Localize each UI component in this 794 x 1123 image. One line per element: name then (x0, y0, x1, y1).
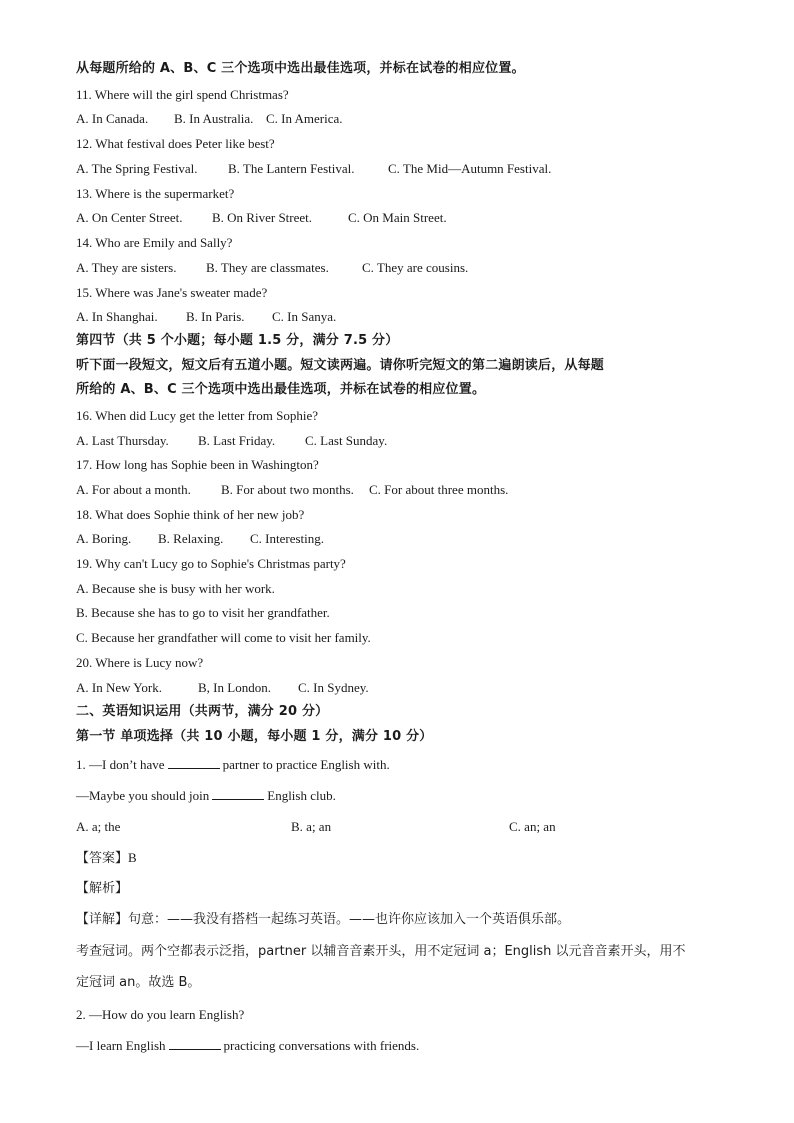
question-20-options (76, 679, 369, 697)
part2-title: 二、英语知识运用（共两节，满分 20 分） (76, 704, 329, 719)
option-a: A. The Spring Festival. (76, 161, 198, 176)
option-c: C. For about three months. (369, 482, 509, 497)
answer-tag: 【答案】 (76, 851, 129, 866)
option-b: B. They are classmates. (206, 260, 329, 275)
blank-line (168, 756, 220, 769)
question-19: 19. Why can't Lucy go to Sophie's Christmas party? (76, 556, 346, 571)
option-b: B. Because she has to go to visit her grandfather. (76, 605, 330, 620)
option-b: B. In Australia. (174, 111, 254, 126)
text: 1. —I don’t have (76, 757, 165, 772)
question-16-options (76, 432, 387, 450)
question-13: 13. Where is the supermarket? (76, 186, 235, 201)
option-b: B. For about two months. (221, 482, 354, 497)
option-c: C. Last Sunday. (305, 433, 388, 448)
option-b: B. The Lantern Festival. (228, 161, 355, 176)
section4-title: 第四节（共 5 个小题；每小题 1.5 分，满分 7.5 分） (76, 333, 399, 348)
option-c: C. In Sanya. (272, 309, 337, 324)
blank-line (212, 787, 264, 800)
section1-title: 第一节 单项选择（共 10 小题，每小题 1 分，满分 10 分） (76, 729, 433, 744)
grammar-question-1-options (76, 818, 556, 836)
option-c: C. Because her grandfather will come to visit her family. (76, 630, 371, 645)
option-c: C. an; an (509, 819, 556, 834)
grammar-question-1-line1 (76, 756, 390, 774)
question-20: 20. Where is Lucy now? (76, 655, 204, 670)
explanation-line-2: 定冠词 an。故选 B。 (76, 975, 201, 990)
grammar-question-2-line2 (76, 1037, 419, 1055)
option-c: C. Interesting. (250, 531, 325, 546)
question-14: 14. Who are Emily and Sally? (76, 235, 233, 250)
detail-line: 【详解】句意：——我没有搭档一起练习英语。——也许你应该加入一个英语俱乐部。 (76, 912, 571, 927)
text: English club. (267, 788, 336, 803)
answer-line (76, 849, 137, 868)
option-b: B. Relaxing. (158, 531, 224, 546)
option-b: B. On River Street. (212, 210, 313, 225)
option-a: A. In Canada. (76, 111, 149, 126)
option-a: A. On Center Street. (76, 210, 183, 225)
question-16: 16. When did Lucy get the letter from Sophie? (76, 408, 318, 423)
question-11: 11. Where will the girl spend Christmas? (76, 87, 289, 102)
option-b: B. In Paris. (186, 309, 245, 324)
grammar-question-1-line2 (76, 787, 336, 805)
option-c: C. They are cousins. (362, 260, 469, 275)
grammar-question-2-line1: 2. —How do you learn English? (76, 1007, 245, 1022)
section4-instruction-1: 听下面一段短文，短文后有五道小题。短文读两遍。请你听完短文的第二遍朗读后，从每题 (76, 358, 605, 373)
option-c: C. In Sydney. (298, 680, 369, 695)
section4-instruction-2: 所给的 A、B、C 三个选项中选出最佳选项，并标在试卷的相应位置。 (76, 382, 486, 397)
option-a: A. Because she is busy with her work. (76, 581, 275, 596)
option-b: B, In London. (198, 680, 271, 695)
option-a: A. For about a month. (76, 482, 191, 497)
question-12: 12. What festival does Peter like best? (76, 136, 275, 151)
option-c: C. The Mid—Autumn Festival. (388, 161, 552, 176)
question-15-options (76, 308, 336, 326)
option-c: C. In America. (266, 111, 343, 126)
question-18: 18. What does Sophie think of her new job? (76, 507, 305, 522)
answer-value: B (128, 850, 137, 865)
explanation-line-1: 考查冠词。两个空都表示泛指，partner 以辅音音素开头，用不定冠词 a；English 以元音音素开头，用不 (76, 944, 686, 959)
question-18-options (76, 530, 324, 548)
analysis-tag: 【解析】 (76, 881, 129, 896)
question-15: 15. Where was Jane's sweater made? (76, 285, 268, 300)
option-a: A. They are sisters. (76, 260, 177, 275)
option-b: B. Last Friday. (198, 433, 276, 448)
option-a: A. In New York. (76, 680, 162, 695)
option-a: A. Boring. (76, 531, 132, 546)
text: —I learn English (76, 1038, 166, 1053)
option-a: A. In Shanghai. (76, 309, 158, 324)
question-11-options (76, 110, 343, 128)
option-c: C. On Main Street. (348, 210, 447, 225)
question-12-options (76, 160, 551, 178)
text: —Maybe you should join (76, 788, 210, 803)
option-b: B. a; an (291, 819, 332, 834)
blank-line (169, 1037, 221, 1050)
part3-instruction: 从每题所给的 A、B、C 三个选项中选出最佳选项，并标在试卷的相应位置。 (76, 61, 525, 76)
option-a: A. Last Thursday. (76, 433, 169, 448)
question-13-options (76, 209, 447, 227)
option-a: A. a; the (76, 819, 121, 834)
question-17-options (76, 481, 508, 499)
question-17: 17. How long has Sophie been in Washington? (76, 457, 319, 472)
text: partner to practice English with. (222, 757, 390, 772)
text: practicing conversations with friends. (223, 1038, 420, 1053)
question-14-options (76, 259, 468, 277)
